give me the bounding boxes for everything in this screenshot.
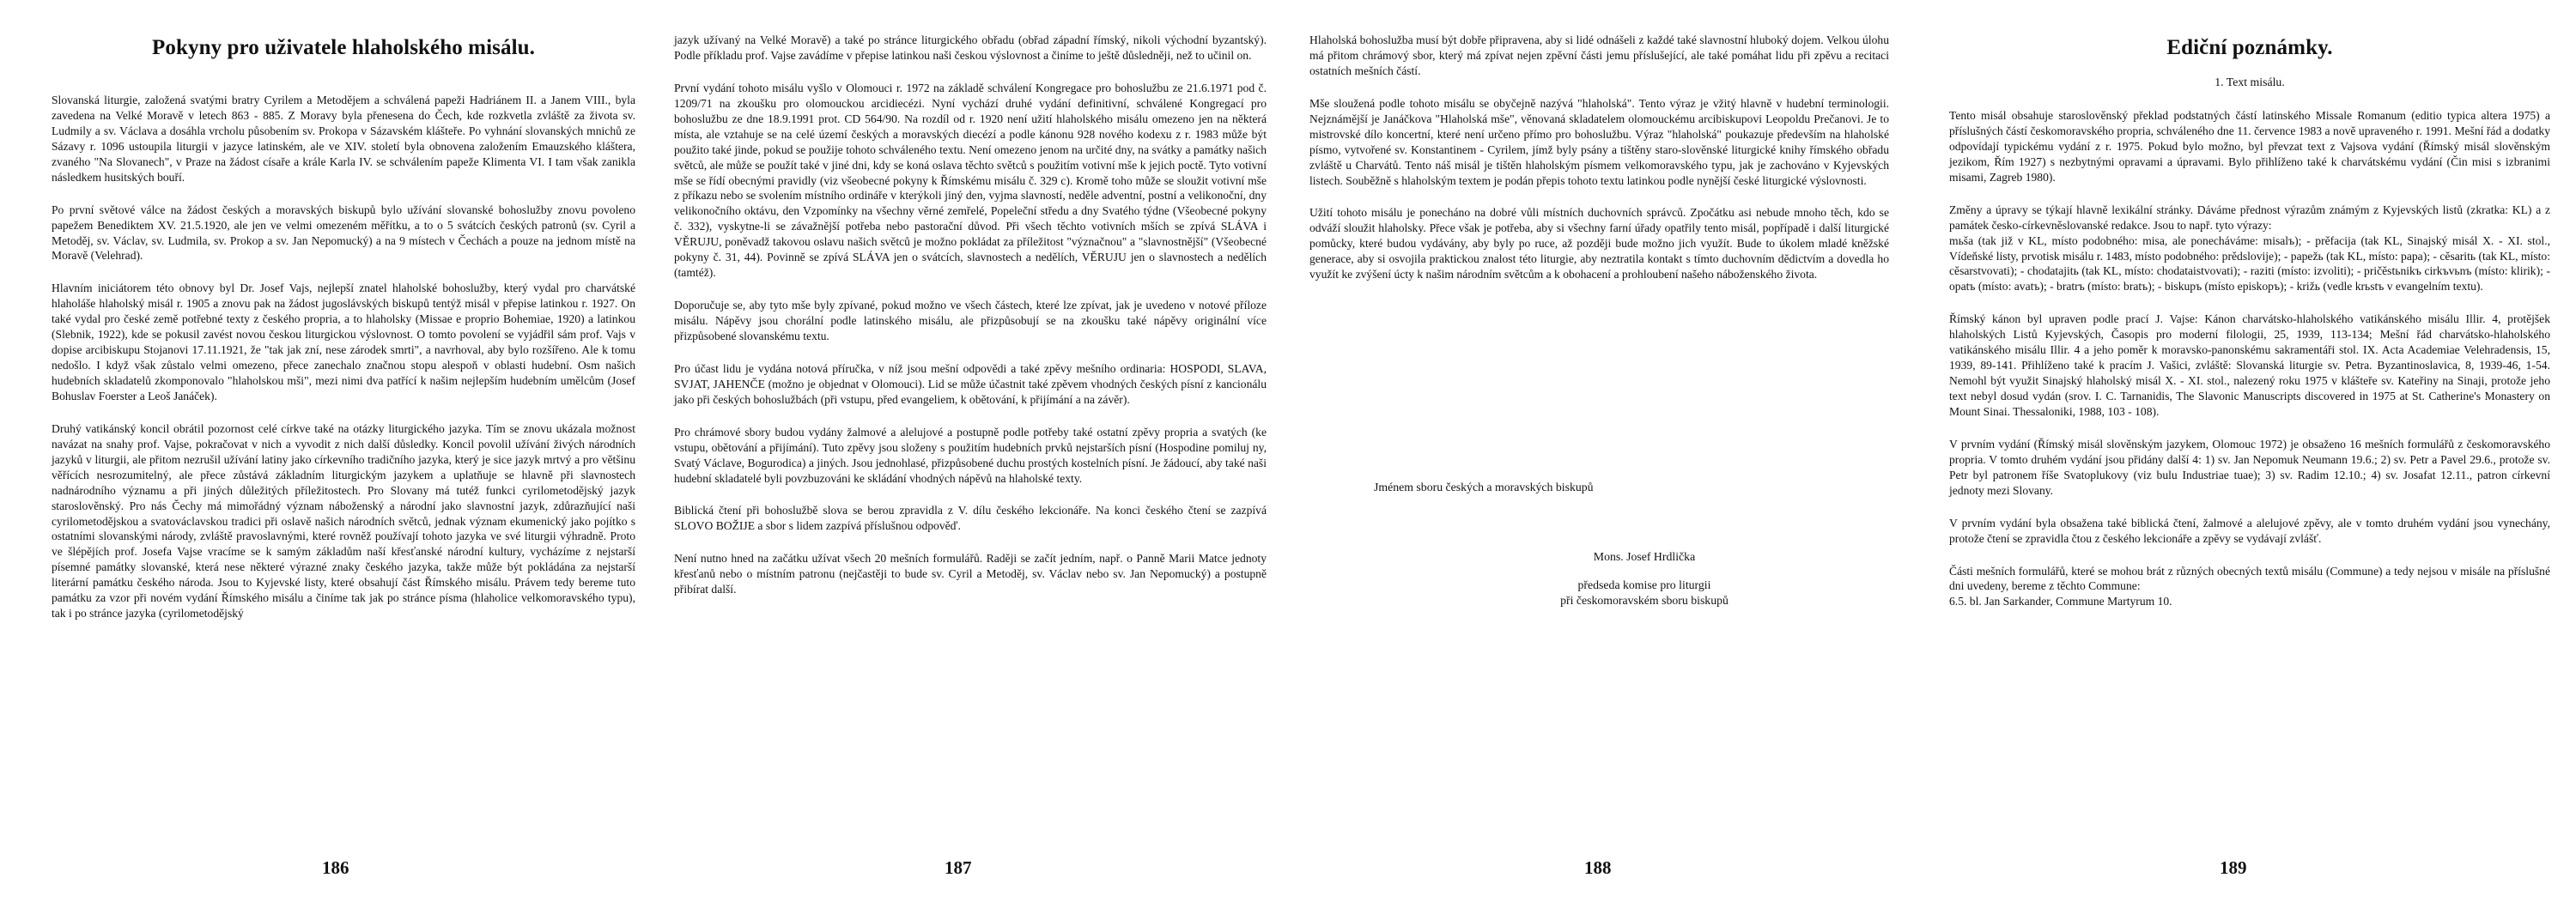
paragraph: Hlavním iniciátorem této obnovy byl Dr. Josef Vajs, nejlepší znatel hlaholské bohoslužby, který vydal pro charvátské hlaholáše hlaholský misál r. 1905 a znovu pak na žádost jugoslávských biskupů tentýž misál v přepise latinkou r. 1927. On také vydal pro české země potřebné texty z českého propria, a to hlaholsky (Missae e proprio Bohemiae, 1920) a latinkou (Slebnik, 1922), kde se pokusil zavést novou českou liturgickou výslovnost. O tomto povolení se vyjádřil sám prof. Vajs v dopise arcibiskupu Stojanovi 17.11.1921, že "tak jak zní, nese zárodek smrti", a navrhoval, aby bylo rozšířeno. Ale k tomu nedošlo. I když však zůstalo velmi omezeno, přece zanechalo značnou stopu alespoň v oblasti hudební. Osm našich hudebních skladatelů zkomponovalo "hlaholskou mši", mezi nimi dva patřící k našim nejlepším hudebním umělcům (Josef Bohuslav Foerster a Leoš Janáček). xyxy=(52,281,635,403)
paragraph: První vydání tohoto misálu vyšlo v Olomouci r. 1972 na základě schválení Kongregace pro bohoslužbu ze 21.6.1971 pod č. 1209/71 na zkoušku pro olomouckou arcidiecézi. Nyní vychází druhé vydání definitivní, schválené Kongregací pro bohoslužbu ze dne 18.9.1991 prot. CD 564/90. Na rozdíl od r. 1920 není užití hlaholského misálu omezeno jen na některá místa, ale vztahuje se na celé území českých a moravských diecézí a podle kánonu 928 nového kodexu z r. 1983 může být použito také jinde, pokud se použije tohoto schváleného textu. Není omezeno jenom na určité dny, na svátky a památky našich světců, ale může se použít také v jiné dni, kdy se koná oslava těchto světců s použitím votivní mše k jejich poctě. Tyto votivní mše se řídí obecnými pravidly (viz všeobecné pokyny k Římskému misálu č. 329 c). Kromě toho může se sloužit votivní mše z příkazu nebo se svolením místního ordináře v kterýkoli jiný den, vyjma slavností, neděle adventní, postní a velikonoční, dny velikonočního oktávu, den Vzpomínky na všechny věrné zemřelé, Popeleční středu a dny Svatého týdne (Všeobecné pokyny č. 332), vyskytne-li se závažnější potřeba nebo pastorační důvod. Při všech těchto votivních mších se zpívá SLÁVA i VĚRUJU, poněvadž takovou oslavu našich světců je možno pokládat za příležitost "význačnou" a "slavnostnější" (Všeobecné pokyny č. 31, 44). Povinně se zpívá SLÁVA jen o svátcích, slavnostech a nedělích, VĚRUJU jen o slavnostech a nedělích (tamtéž). xyxy=(674,81,1267,280)
page-188 xyxy=(1288,0,1923,908)
paragraph: Pro účast lidu je vydána notová příručka, v níž jsou mešní odpovědi a také zpěvy mešního ordinaria: HOSPODI, SLAVA, SVJAT, JAHENČE (možno je objednat v Olomouci). Lid se může účastnit také zpěvem vhodných českých písní z kancionálu jako při českých bohoslužbách (při vstupu, před evangeliem, k obětování, k přijímání a na závěr). xyxy=(674,361,1267,406)
page-189 xyxy=(1923,0,2576,908)
page-188-content xyxy=(1309,33,1889,300)
paragraph: Slovanská liturgie, založená svatými bratry Cyrilem a Metodějem a schválená papeži Hadriánem II. a Janem VIII., byla zavedena na Velké Moravě v letech 863 - 885. Z Moravy byla přenesena do Čech, kde rozkvetla zvláště za života sv. Ludmily a sv. Václava a dosáhla vrcholu působením sv. Prokopa v Sázavském klášteře. Po vyhnání slovanských mnichů ze Sázavy r. 1096 ustoupila liturgii v jazyce latinském, ale ve XIV. století byla obnovena založením Emauzského kláštera, zvaného "Na Slovanech", v Praze na žádost císaře a krále Karla IV. se schválením papeže Klimenta VI. I tam však zanikla následkem husitských bouří. xyxy=(52,94,635,184)
paragraph: Druhý vatikánský koncil obrátil pozornost celé církve také na otázky liturgického jazyka. Tím se znovu ukázala možnost navázat na snahy prof. Vajse, pokračovat v nich a vyvodit z nich další důsledky. Koncil povolil užívání živých národních jazyků v liturgii, ale přitom nezrušil užívání latiny jako církevního tradičního jazyka, který je sice jazyk mrtvý a pro většinu věřících nesrozumitelný, ale přece zůstává základním liturgickým jazykem a uplatňuje se hlavně při slavnostech nadnárodního významu a při jiných důležitých příležitostech. Pro Slovany má tutéž funkci cyrilometodějský jazyk staroslověnský. Pro nás Čechy má mimořádný význam náboženský a národní jako slavnostní jazyk, zdůrazňující naši cyrilometodějskou a svatováclavskou tradici při oslavě našich národních světců, jednak význam ekumenický jako pojítko s ostatními slovanskými národy, zvláště pravoslavnými, které rovněž používají tohoto jazyka ve své liturgii výhradně. Proto ve šlépějích prof. Josefa Vajse vracíme se k samým základům naší křesťanské národní kultury, vycházíme z nejstarší písemné památky slovanské, která nese některé výrazné znaky českého jazyka, takže může být pokládána za nejstarší literární památku českého národa. Jsou to Kyjevské listy, které obsahují část Římského misálu. Právem tedy bereme tuto památku za vzor při novém vydání Římského misálu a činíme tak jak po stránce písma (hlaholice velkomoravského typu), tak i po stránce jazyka (cyrilometodějský xyxy=(52,421,635,620)
paragraph-intro: Změny a úpravy se týkají hlavně lexikální stránky. Dáváme přednost výrazům známým z Kyjevských listů (zkratka: KL) a z památek česko-církevněslovanské redakce. Jsou to např. tyto výrazy: xyxy=(1949,203,2550,232)
page-186-content xyxy=(52,33,635,639)
page-title: Pokyny pro uživatele hlaholského misálu. xyxy=(152,36,535,59)
page-title: Ediční poznámky. xyxy=(2166,36,2333,59)
paragraph: Po první světové válce na žádost českých a moravských biskupů bylo užívání slovanské bohoslužby znovu povoleno papežem Benediktem XV. 21.5.1920, ale jen ve velmi omezeném měřítku, a to o 5 svátcích českých patronů (sv. Cyril a Metoděj, sv. Václav, sv. Ludmila, sv. Prokop a sv. Jan Nepomucký) a na 9 místech v Čechách a pouze na jednom místě na Moravě (Velehrad). xyxy=(52,203,635,263)
paragraph xyxy=(1949,564,2550,610)
paragraph: Mše sloužená podle tohoto misálu se obyčejně nazývá "hlaholská". Tento výraz je vžitý hlavně v hudební terminologii. Nejznámější je Janáčkova "Hlaholská mše", věnovaná skladatelem olomouckému arcibiskupovi Leopoldu Prečanovi. Je to mistrovské dílo koncertní, které není určeno přímo pro bohoslužbu. Výraz "hlaholská" poukazuje především na hlaholské písmo, vytvořené sv. Konstantinem - Cyrilem, jímž byly psány a tištěny staro-slověnské liturgické knihy římského obřadu zvláště u Charvátů. Tento náš misál je tištěn hlaholským písmem velkomoravského typu, jak je zachováno v Kyjevských listech. Souběžně s hlaholským textem je podán přepis tohoto textu latinkou podle nynější české liturgické výslovnosti. xyxy=(1309,96,1889,187)
paragraph: Užití tohoto misálu je ponecháno na dobré vůli místních duchovních správců. Zpočátku asi nebude mnoho těch, kdo se odváží sloužit hlaholsky. Přece však je potřeba, aby si všechny farní úřady opatřily tento misál, popřípadě i další liturgické pomůcky, které budou vydávány, aby byly po ruce, až později bude možno jich využít. Bude to úkolem mladé kněžské generace, aby si osvojila praktickou znalost této liturgie, aby neztratila kontakt s tímto duchovním dědictvím a dovedla ho využít ke zvýšení úcty k našim národním světcům a k obohacení a prohloubení našeho náboženského života. xyxy=(1309,206,1889,281)
paragraph: Římský kánon byl upraven podle prací J. Vajse: Kánon charvátsko-hlaholského vatikánského misálu Illir. 4, protějšek hlaholských Listů Kyjevských, Časopis pro moderní filologii, 25, 1939, 113-134; Mešní řád charvátsko-hlaholského vatikánského misálu Illir. 4 a jeho poměr k moravsko-panonskému sakramentáři stol. IX. Acta Academiae Velehradensis, 15, 1939, 89-141. Přihlíženo také k pracím J. Vašici, zvláště: Slovanská liturgie sv. Petra. Byzantinoslavica, 8, 1939-46, 1-54. Nemohl být využit Sinajský hlaholský misál X. - XI. stol., nalezený roku 1975 v klášteře sv. Kateřiny na Sinaji, protože jeho text nebyl dosud vydán (srov. I. C. Tarnanidis, The Slavonic Manuscripts discovered in 1975 at St. Catherine's Monastery on Mount Sinai. Thessaloniki, 1988, 103 - 108). xyxy=(1949,312,2550,418)
signature-intro: Jménem sboru českých a moravských biskupů xyxy=(1374,481,1594,493)
page-189-content xyxy=(1949,33,2550,627)
terms-list: mьša (tak již v KL, místo podobného: misa, ale ponecháváme: misalъ); - prěfacija (tak KL, Sinajský misál X. - XI. stol., Vídeňské listy, prvotisk misálu r. 1483, místo podobného: prědslovije); - papežь (tak KL, místo: papa); - cěsaritь (tak KL, místo: cěsarstvovati); - chodatajitь (tak KL, místo: chodataistvovati); - raziti (místo: izvoliti); - pričěstьnikъ cirkъvьnъ (místo: klirik); - opatъ (místo: avatъ); - bratrъ (místo: bratъ); - biskupъ (místo episkopъ); - križь (vedle krьstъ v evangelním textu). xyxy=(1949,233,2550,294)
page-number: 186 xyxy=(322,857,349,878)
paragraph: jazyk užívaný na Velké Moravě) a také po stránce liturgického obřadu (obřad západní římský, nikoli východní byzantský). Podle příkladu prof. Vajse zavádíme v přepise latinkou naši českou výslovnost a činíme to ještě důsledněji, než to učinil on. xyxy=(674,33,1267,62)
commune-entry: 6.5. bl. Jan Sarkander, Commune Martyrum 10. xyxy=(1949,595,2172,608)
page-number: 187 xyxy=(945,857,972,878)
paragraph: Doporučuje se, aby tyto mše byly zpívané, pokud možno ve všech částech, které lze zpívat, jak je uvedeno v notové příloze misálu. Nápěvy jsou chorální podle latinského misálu, ale přizpůsobují se na zkoušku také nápěvy originální více přizpůsobené slovanskému textu. xyxy=(674,299,1267,342)
signature-name: Mons. Josef Hrdlička xyxy=(1593,550,1696,563)
paragraph: Hlaholská bohoslužba musí být dobře připravena, aby si lidé odnášeli z každé také slavnostní hluboký dojem. Velkou úlohu má přitom chrámový sbor, který má zpívat nejen zpěvní části jemu příslušející, ale také pomáhat lidu při zpěvu a recitaci ostatních mešních částí. xyxy=(1309,33,1889,77)
section-heading: 1. Text misálu. xyxy=(2215,76,2285,88)
paragraph: Není nutno hned na začátku užívat všech 20 mešních formulářů. Raději se začít jedním, např. o Panně Marii Matce jednoty křesťanů nebo o místním patronu (nejčastěji to bude sv. Cyril a Metoděj, sv. Václav nebo sv. Jan Nepomucký) a postupně přibírat další. xyxy=(674,552,1267,596)
page-187-content xyxy=(674,33,1267,614)
page-186 xyxy=(0,0,653,908)
page-187 xyxy=(653,0,1288,908)
paragraph: Tento misál obsahuje staroslověnský překlad podstatných částí latinského Missale Romanum (editio typica altera 1975) a příslušných částí českomoravského propria, schváleného dne 11. července 1983 a nově upraveného r. 1991. Mešní řád a dodatky odpovídají typickému vydání z r. 1975. Pokud bylo možno, byl převzat text z Vajsova vydání (Římský misál slověnským jezikom, Řím 1927) s nezbytnými opravami a úpravami. Bylo přihlíženo také k charvátskému vydání (Čin misi s izbranimi misami, Zagreb 1980). xyxy=(1949,109,2550,184)
page-number: 188 xyxy=(1584,857,1612,878)
paragraph: Pro chrámové sbory budou vydány žalmové a alelujové a postupně podle potřeby také ostatní zpěvy propria a svatých (ke vstupu, obětování a přijímání). Tuto zpěvy jsou složeny s použitím hudebních prvků nejstarších písní (Hospodine pomiluj ny, Svatý Václave, Bogurodica) a jiných. Jsou jednohlasé, přizpůsobené duchu prostých kostelních písní. Je žádoucí, aby také naši hudební skladatelé byli povzbuzováni ke skládání vhodných nápěvů na hlaholské texty. xyxy=(674,425,1267,485)
page-number: 189 xyxy=(2220,857,2247,878)
paragraph: V prvním vydání byla obsažena také biblická čtení, žalmové a alelujové zpěvy, ale v tomto druhém vydání jsou vynechány, protože čtení se zpravidla čtou z českého lekcionáře a zpěvy se vydávají zvlášť. xyxy=(1949,516,2550,545)
signature-role-1: předseda komise pro liturgii xyxy=(1577,578,1711,591)
paragraph: V prvním vydání (Římský misál slověnským jazykem, Olomouc 1972) je obsaženo 16 mešních formulářů z českomoravského propria. V tomto druhém vydání jsou přidány další 4: 1) sv. Jan Nepomuk Neumann 19.6.; 2) sv. Petr a Pavel 29.6., protože sv. Petr byl patronem říše Svatoplukovy (viz bulu Industriae tuae); 3) sv. Radim 12.10.; 4) sv. Josafat 12.11., patron církevní jednoty mezi Slovany. xyxy=(1949,437,2550,497)
signature-role-2: při českomoravském sboru biskupů xyxy=(1560,594,1728,608)
paragraph xyxy=(1949,203,2550,295)
signature-block xyxy=(1477,549,1812,609)
paragraph: Biblická čtení při bohoslužbě slova se berou zpravidla z V. dílu českého lekcionáře. Na konci českého čtení se zazpívá SLOVO BOŽIJE a sbor s lidem zazpívá příslušnou odpověď. xyxy=(674,504,1267,533)
paragraph-text: Části mešních formulářů, které se mohou brát z různých obecných textů misálu (Commune) a tedy nejsou v misále na příslušné dni uvedeny, bereme z těchto Commune: xyxy=(1949,564,2550,593)
